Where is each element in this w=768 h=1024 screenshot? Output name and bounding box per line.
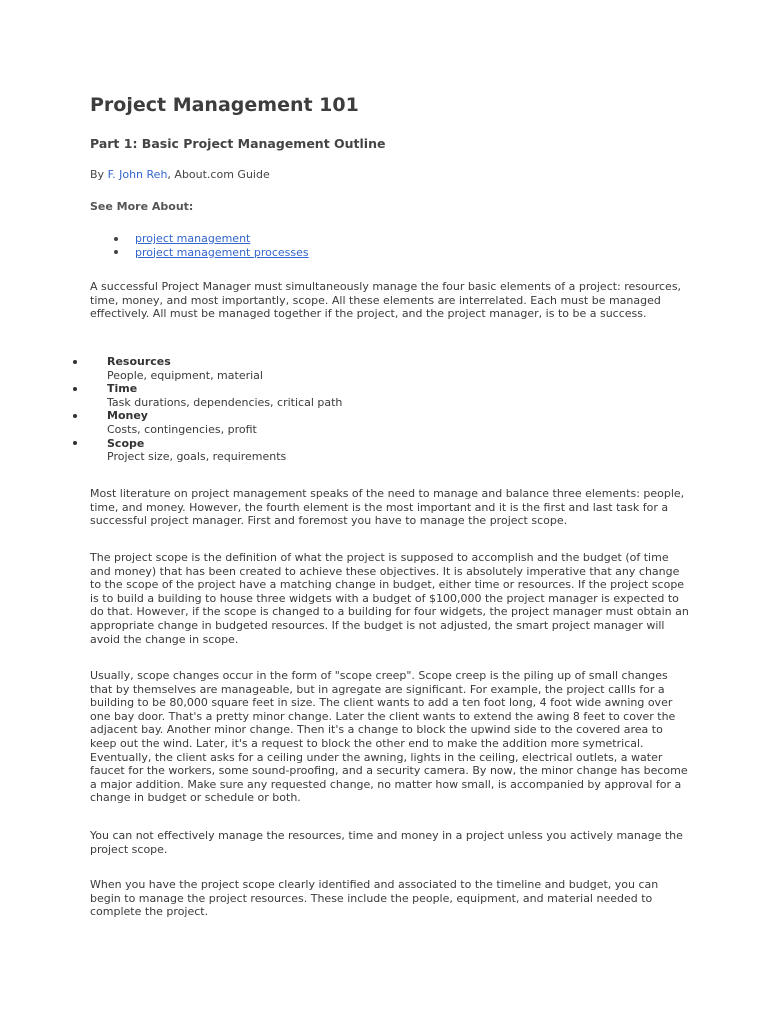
link-project-management-processes[interactable]: project management processes <box>135 245 309 259</box>
element-desc: Task durations, dependencies, critical path <box>107 395 343 409</box>
article-subtitle: Part 1: Basic Project Management Outline <box>90 136 386 151</box>
element-name: Scope <box>107 436 145 450</box>
see-more-heading: See More About: <box>90 200 194 213</box>
byline-prefix: By <box>90 168 108 181</box>
byline-suffix: , About.com Guide <box>167 168 270 181</box>
element-desc: Costs, contingencies, profit <box>107 422 257 436</box>
element-desc: Project size, goals, requirements <box>107 450 287 464</box>
body-paragraph-manage-scope: You can not effectively manage the resources, time and money in a project unless you actively manage the project scope. <box>90 829 683 856</box>
body-paragraph-scope-creep: Usually, scope changes occur in the form of "scope creep". Scope creep is the piling up of small changes that by themselves are manageable, but in agregate are significant. For example, the project callls for a building to be 80,000 square feet in size. The client wants to add a ten foot long, 4 foot wide awning over one bay door. That's a pretty minor change. Later the client wants to extend the awing 8 feet to cover the adjacent bay. Another minor change. Then it's a change to block the upwind side to the covered area to keep out the wind. Later, it's a request to block the other end to make the addition more symetrical. Eventually, the client asks for a ceiling under the awning, lights in the ceiling, electrical outlets, a water faucet for the workers, some sound-proofing, and a security camera. By now, the minor change has become a major addition. Make sure any requested change, no matter how small, is accompanied by approval for a change in budget or schedule or both. <box>90 669 688 805</box>
link-project-management[interactable]: project management <box>135 232 251 245</box>
body-paragraph-resources: When you have the project scope clearly identified and associated to the timeline and budget, you can begin to manage the project resources. These include the people, equipment, and material needed to complete the project. <box>90 878 659 919</box>
element-item-money <box>72 409 342 436</box>
project-elements-list <box>72 355 342 464</box>
intro-paragraph: A successful Project Manager must simultaneously manage the four basic elements of a project: resources, time, money, and most importantly, scope. All these elements are interrelated. Each must be managed effectively. All must be managed together if the project, and the project manager, is to be a success. <box>90 280 682 321</box>
element-desc: People, equipment, material <box>107 368 263 382</box>
page-title: Project Management 101 <box>90 94 359 116</box>
element-name: Resources <box>107 355 171 368</box>
element-item-time <box>72 382 342 409</box>
author-link[interactable]: F. John Reh <box>107 168 168 181</box>
element-item-scope <box>72 437 342 464</box>
byline <box>90 168 270 181</box>
element-item-resources <box>72 355 342 382</box>
see-more-list-item <box>90 232 309 246</box>
see-more-list-item <box>90 246 309 260</box>
see-more-links <box>90 232 309 259</box>
body-paragraph-literature: Most literature on project management speaks of the need to manage and balance three elements: people, time, and money. However, the fourth element is the most important and it is the first and last task for a successful project manager. First and foremost you have to manage the project scope. <box>90 487 685 528</box>
body-paragraph-scope-definition: The project scope is the definition of what the project is supposed to accomplish and the budget (of time and money) that has been created to achieve these objectives. It is absolutely imperative that any change to the scope of the project have a matching change in budget, either time or resources. If the project scope is to build a building to house three widgets with a budget of $100,000 the project manager is expected to do that. However, if the scope is changed to a building for four widgets, the project manager must obtain an appropriate change in budgeted resources. If the budget is not adjusted, the smart project manager will avoid the change in scope. <box>90 551 689 646</box>
element-name: Time <box>107 382 138 396</box>
element-name: Money <box>107 409 148 423</box>
